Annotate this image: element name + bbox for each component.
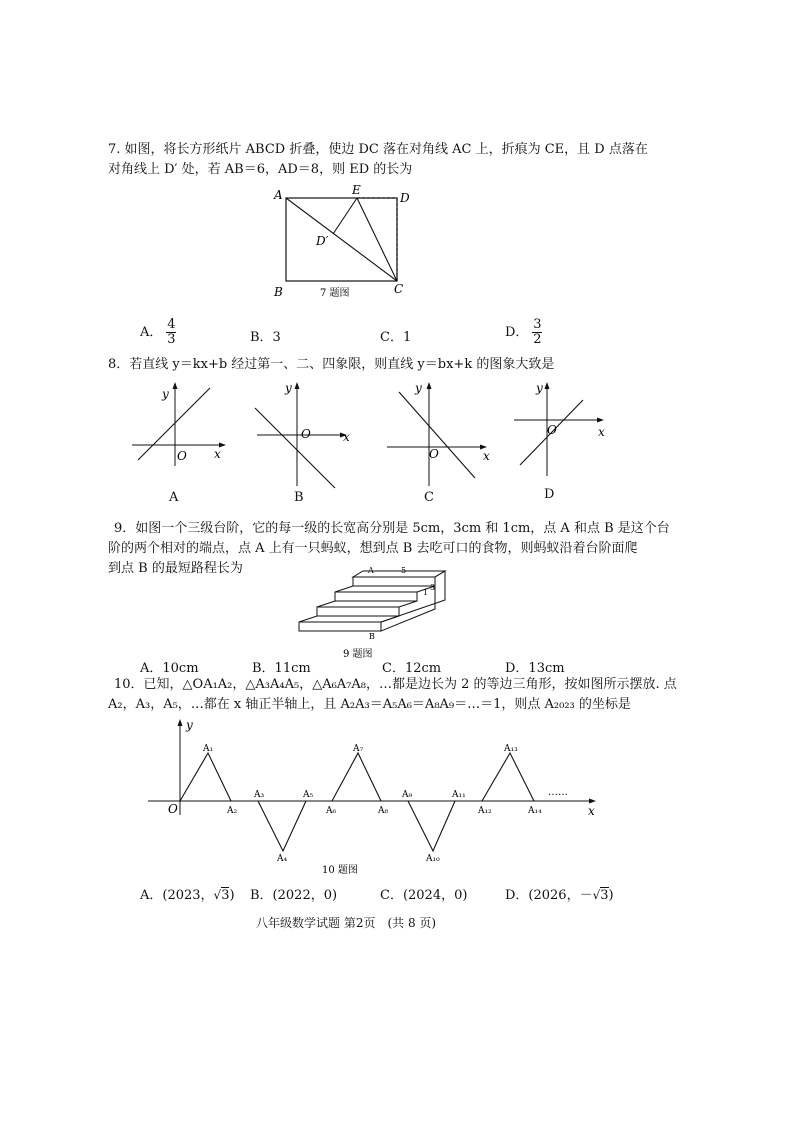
label-a8: A₈ (378, 806, 389, 816)
page-footer: 八年级数学试题 第2页 (共 8 页) (256, 916, 437, 930)
axis-x-label: x (483, 449, 490, 463)
triangle-a9a10a11 (408, 801, 455, 851)
q7-figure (270, 183, 420, 308)
step-top-2 (335, 586, 435, 592)
triangle-oa1a2 (180, 753, 231, 801)
axis-x-label: x (343, 430, 350, 444)
label-a9: A₉ (402, 790, 413, 800)
line-a (138, 388, 210, 460)
diagonal-ac (286, 198, 397, 281)
q7-option-a-num: 4 (167, 317, 176, 332)
label-five: 5 (401, 566, 407, 575)
q10-option-d-close: ) (608, 888, 614, 903)
q8-graph-label-d: D (544, 487, 555, 502)
q7-option-d-num: 3 (533, 317, 542, 332)
axis-x-label: x (214, 447, 221, 461)
q10-option-d-radicand: 3 (600, 888, 609, 903)
label-a1: A₁ (203, 744, 214, 754)
q9-option-d: D．13cm (505, 661, 565, 676)
label-a12: A₁₂ (478, 806, 492, 816)
q7-option-c: C．1 (380, 330, 412, 345)
origin-label: O (429, 447, 439, 461)
continuation-dots: …… (548, 787, 568, 798)
label-b: B (274, 285, 283, 299)
origin-label: O (547, 423, 557, 437)
q10-option-d-label: D．(2026，－ (505, 888, 593, 903)
q10-option-b: B．(2022，0) (250, 888, 338, 903)
origin-label: O (168, 802, 178, 816)
line-b (255, 408, 335, 488)
axis-y-label: y (186, 718, 193, 732)
q10-caption: 10 题图 (322, 865, 358, 876)
q7-line-1: 7. 如图，将长方形纸片 ABCD 折叠，使边 DC 落在对角线 AC 上，折痕为 CE，且 D 点落在 (108, 142, 648, 157)
label-d-prime: D′ (316, 234, 329, 248)
q7-option-d-den: 2 (533, 332, 542, 347)
q10-option-a-radicand: 3 (221, 888, 230, 903)
label-a14: A₁₄ (528, 806, 542, 816)
label-a11: A₁₁ (452, 790, 466, 800)
q9-staircase-figure (295, 565, 465, 660)
label-a5: A₅ (303, 790, 314, 800)
label-a6: A₆ (326, 806, 337, 816)
axis-x-label: x (588, 804, 595, 818)
triangle-a6a7a8 (332, 753, 381, 801)
q8-text: 8．若直线 y＝kx+b 经过第一、二、四象限，则直线 y＝bx+k 的图象大致是 (108, 357, 555, 372)
axis-y-label: y (285, 381, 292, 395)
label-a7: A₇ (353, 744, 364, 754)
crease-ce (357, 198, 397, 281)
q10-option-a-label: A．(2023， (140, 888, 214, 903)
q8-graph-a (130, 378, 230, 468)
axis-y-label: y (415, 381, 422, 395)
q10-option-d: D．(2026，－√3) (505, 888, 614, 903)
step-top-1 (353, 571, 445, 577)
label-a: A (274, 188, 283, 202)
q10-figure (140, 715, 610, 880)
q8-graph-d (510, 378, 620, 478)
label-a2: A₂ (227, 806, 238, 816)
q10-line-2: A₂，A₃，A₅，…都在 x 轴正半轴上，且 A₂A₃＝A₅A₆＝A₈A₉＝…＝1，则点 A₂₀₂₃ 的坐标是 (108, 697, 631, 712)
label-e: E (352, 183, 361, 197)
q7-option-d-label: D． (505, 325, 529, 340)
label-a4: A₄ (277, 854, 288, 864)
label-a3: A₃ (254, 790, 265, 800)
q7-caption: 7 题图 (320, 288, 350, 299)
origin-label: O (301, 427, 311, 441)
axis-x-label: x (598, 425, 605, 439)
label-c: C (394, 282, 404, 296)
axis-y-label: y (162, 387, 169, 401)
q10-option-a: A．(2023，√3) (140, 888, 235, 903)
q7-option-b: B．3 (250, 330, 281, 345)
label-d: D (400, 191, 410, 205)
q9-option-b: B．11cm (252, 661, 311, 676)
q7-line-2: 对角线上 D′ 处，若 AB＝6，AD＝8，则 ED 的长为 (108, 162, 413, 177)
q8-graph-b (255, 378, 355, 488)
axis-y-label: y (536, 381, 543, 395)
q7-option-a-den: 3 (167, 332, 176, 347)
label-b: B (369, 632, 375, 641)
line-c (399, 392, 475, 478)
label-a10: A₁₀ (426, 854, 440, 864)
q9-option-a: A．10cm (140, 661, 199, 676)
q10-option-a-close: ) (229, 888, 235, 903)
q9-line-1: 9．如图一个三级台阶，它的每一级的长宽高分别是 5cm，3cm 和 1cm，点 A 和点 B 是这个台 (114, 521, 670, 536)
q8-graph-c (385, 378, 495, 488)
q8-graph-label-c: C (424, 490, 434, 505)
step-top-3 (317, 601, 417, 607)
label-three: 3 (430, 583, 436, 592)
segment-ed-prime (333, 198, 357, 234)
q7-option-d (505, 318, 542, 347)
q10-line-1: 10．已知，△OA₁A₂，△A₃A₄A₅，△A₆A₇A₈，…都是边长为 2 的等边三角形，按如图所示摆放. 点 (114, 677, 677, 692)
q9-line-2: 阶的两个相对的端点，点 A 上有一只蚂蚁，想到点 B 去吃可口的食物，则蚂蚁沿着台阶面爬 (108, 541, 638, 556)
q7-option-a (140, 318, 176, 347)
label-one: 1 (423, 588, 429, 597)
q10-option-c: C．(2024，0) (380, 888, 468, 903)
label-a13: A₁₃ (504, 744, 518, 754)
q9-caption: 9 题图 (343, 649, 373, 660)
q7-option-a-label: A． (140, 325, 163, 340)
q8-graph-label-a: A (169, 490, 179, 505)
triangle-a3a4a5 (258, 801, 306, 851)
q9-option-c: C．12cm (382, 661, 442, 676)
triangle-a12a13a14 (482, 753, 534, 801)
q8-graph-label-b: B (294, 490, 304, 505)
label-a: A (368, 566, 374, 575)
q9-line-3: 到点 B 的最短路程长为 (108, 561, 243, 576)
origin-label: O (177, 449, 187, 463)
